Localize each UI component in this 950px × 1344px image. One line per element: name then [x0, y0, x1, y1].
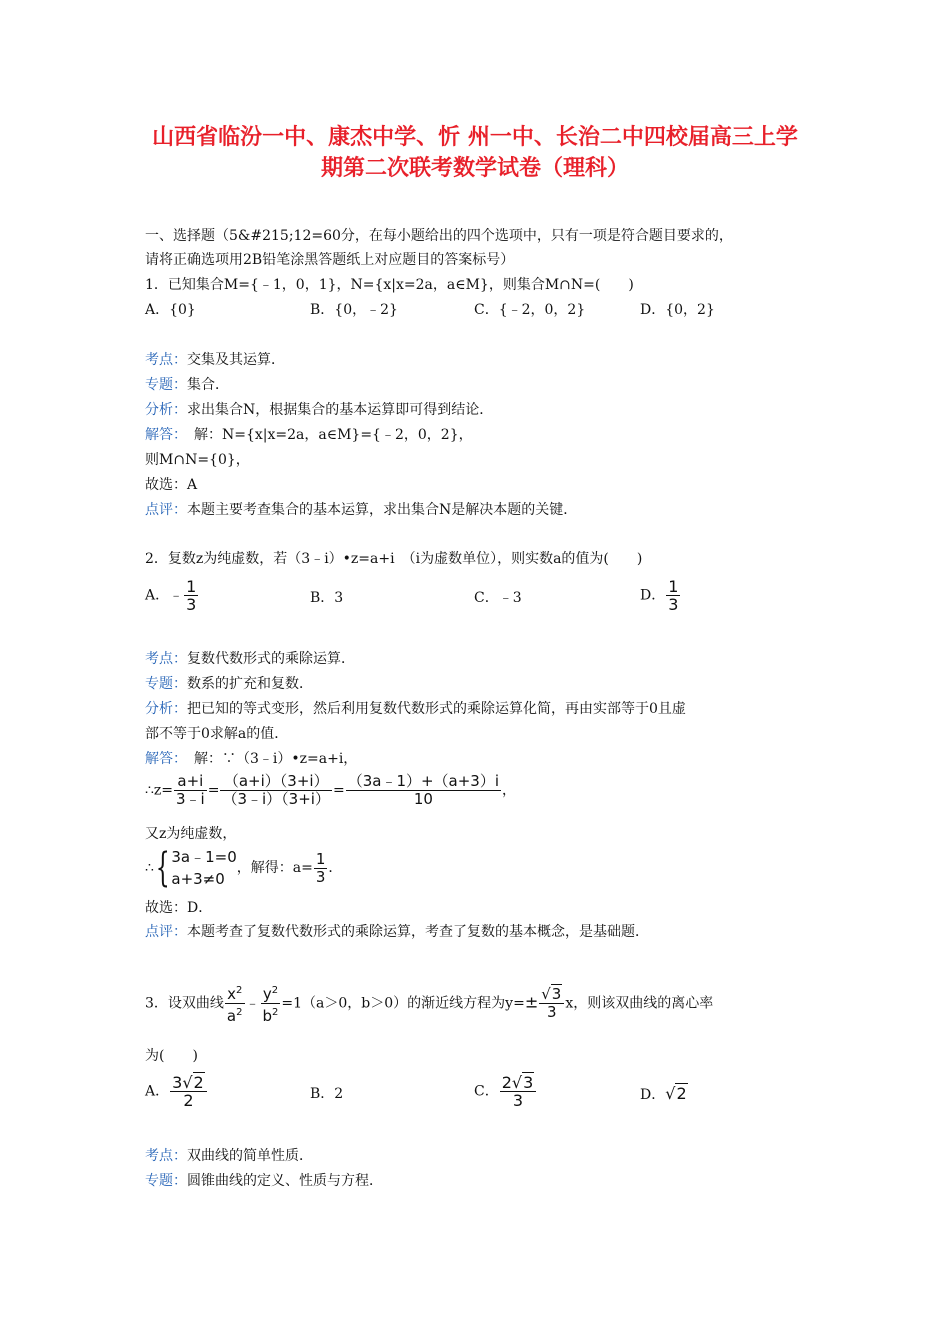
q1-option-b: B．{0，﹣2}: [310, 302, 398, 318]
minus-sign: ﹣: [245, 995, 260, 1012]
q3-option-a: [145, 1074, 208, 1109]
q1-stem: 1．已知集合M={﹣1，0，1}，N={x|x=2a，a∈M}，则集合M∩N=( ): [145, 277, 634, 293]
fraction-numerator: 1: [668, 577, 679, 596]
exponent: 2: [271, 985, 279, 996]
q1-jieda-line3: 故选：A: [145, 477, 198, 493]
therefore-sign: ∴: [145, 860, 154, 876]
fraction-denominator: 10: [413, 790, 433, 808]
fraction-numerator: [225, 982, 245, 1004]
fraction-denominator: 3: [186, 595, 197, 614]
label-zhuanti: 专题：: [145, 676, 187, 692]
q1-fenxi-text: 求出集合N，根据集合的基本运算即可得到结论．: [187, 402, 494, 418]
q3-fraction-sqrt3-3: [539, 986, 564, 1021]
q3-prefix: 3．设双曲线: [145, 995, 224, 1012]
fraction-denominator: 3: [668, 595, 679, 614]
q2-fenxi: [145, 699, 686, 719]
q2-option-d-fraction: [666, 578, 680, 613]
q2-jieda-text: 解：∵（3﹣i）•z=a+i，: [180, 751, 358, 767]
q2-option-a: [145, 578, 199, 613]
q2-solution-fraction: [314, 851, 328, 886]
q2-option-d: [640, 578, 681, 613]
q2-fraction-2: [220, 773, 332, 808]
q1-jieda: [145, 425, 473, 445]
section-header-line2: 请将正确选项用2B铅笔涂黑答题纸上对应题目的答案标号）: [145, 252, 515, 268]
section-header-line1: 一、选择题（5&#215;12=60分，在每小题给出的四个选项中，只有一项是符合题目要求的，: [145, 228, 733, 244]
q3-option-c-fraction: [500, 1074, 537, 1109]
fraction-denominator: 3: [512, 1091, 524, 1110]
q1-kaodian-text: 交集及其运算．: [187, 352, 285, 368]
q3-kaodian-text: 双曲线的简单性质．: [187, 1148, 313, 1164]
q3-option-b: B．2: [310, 1086, 344, 1102]
q1-jieda-text: 解：N={x|x=2a，a∈M}={﹣2，0，2}，: [180, 427, 473, 443]
plus-minus-sign: ±: [524, 992, 539, 1012]
q2-option-a-fraction: [184, 578, 198, 613]
q3-suffix: x，则该双曲线的离心率: [565, 995, 714, 1012]
fraction-denominator: [261, 1004, 281, 1025]
q3-option-a-label: A．: [145, 1083, 170, 1100]
document-title-line2: 期第二次联考数学试卷（理科）: [320, 155, 629, 181]
q2-zhuanti-text: 数系的扩充和复数．: [187, 676, 313, 692]
q2-option-d-label: D．: [640, 587, 666, 604]
fraction-numerator: 1: [186, 577, 197, 596]
fraction-numerator: 2√3: [500, 1074, 537, 1092]
document-title-line1: 山西省临汾一中、康杰中学、忻 州一中、长治二中四校届高三上学: [152, 124, 798, 150]
q2-kaodian: [145, 649, 355, 669]
left-brace-icon: {: [155, 845, 170, 891]
q2-option-b: B．3: [310, 590, 344, 606]
q2-kaodian-text: 复数代数形式的乘除运算．: [187, 651, 355, 667]
q2-zhuanti: [145, 674, 313, 694]
comma: ，: [502, 782, 517, 799]
fraction-denominator: 3: [547, 1003, 557, 1021]
var-y: y: [262, 985, 272, 1003]
q1-zhuanti: [145, 375, 229, 395]
q3-kaodian: [145, 1146, 313, 1166]
q2-z-equation: [145, 773, 516, 808]
var-b: b: [262, 1007, 273, 1025]
q2-fraction-1: [174, 773, 207, 808]
exponent: 2: [236, 1007, 243, 1018]
q3-option-d-label: D．: [640, 1087, 666, 1103]
fraction-numerator: （3a﹣1）+（a+3）i: [347, 772, 500, 790]
q1-kaodian: [145, 350, 285, 370]
equals-sign: =: [207, 782, 220, 799]
q2-answer: 故选：D．: [145, 900, 213, 916]
label-zhuanti: 专题：: [145, 377, 187, 393]
var-x: x: [227, 985, 236, 1003]
q3-fraction-y2-b2: [261, 982, 281, 1025]
fraction-denominator: 3﹣i: [176, 790, 205, 808]
exponent: 2: [272, 1007, 279, 1018]
period: ．: [328, 860, 343, 876]
q1-dianping: [145, 500, 577, 520]
q1-option-a: A．{0}: [145, 302, 196, 318]
fraction-numerator: √3: [539, 986, 564, 1004]
radicand: 3: [551, 985, 562, 1003]
q1-option-d: D．{0，2}: [640, 302, 715, 318]
q2-pure-imaginary-line: 又z为纯虚数，: [145, 826, 237, 842]
q2-jieda: [145, 749, 357, 769]
q3-option-d-sqrt: √2: [665, 1084, 687, 1103]
label-fenxi: 分析：: [145, 701, 187, 717]
label-jieda: 解答：: [145, 427, 180, 443]
exponent: 2: [235, 985, 243, 996]
q1-dianping-text: 本题主要考查集合的基本运算，求出集合N是解决本题的关键．: [187, 502, 578, 518]
label-kaodian: 考点：: [145, 1148, 187, 1164]
coefficient: 2: [501, 1073, 512, 1092]
system-equation-2: a+3≠0: [171, 870, 225, 888]
q3-option-a-fraction: [170, 1074, 207, 1109]
label-zhuanti: 专题：: [145, 1173, 187, 1189]
q1-zhuanti-text: 集合．: [187, 377, 229, 393]
var-a: a: [226, 1007, 237, 1025]
q3-zhuanti: [145, 1171, 383, 1191]
q1-jieda-line2: 则M∩N={0}，: [145, 452, 250, 468]
label-kaodian: 考点：: [145, 352, 187, 368]
radicand: 3: [523, 1073, 534, 1092]
label-kaodian: 考点：: [145, 651, 187, 667]
fraction-numerator: 3√2: [170, 1074, 207, 1092]
q2-stem: 2．复数z为纯虚数，若（3﹣i）•z=a+i （i为虚数单位），则实数a的值为( ): [145, 551, 643, 567]
q3-option-c-label: C．: [474, 1083, 499, 1100]
q3-stem-line2: 为( ): [145, 1048, 198, 1064]
q2-fenxi-text: 把已知的等式变形，然后利用复数代数形式的乘除运算化简，再由实部等于0且虚: [187, 701, 686, 717]
coefficient: 3: [172, 1073, 183, 1092]
q2-dianping-text: 本题考查了复数代数形式的乘除运算，考查了复数的基本概念，是基础题．: [187, 924, 649, 940]
therefore-z: ∴z=: [145, 782, 174, 799]
radicand: 2: [676, 1084, 687, 1103]
label-dianping: 点评：: [145, 502, 187, 518]
label-jieda: 解答：: [145, 751, 180, 767]
fraction-numerator: [261, 982, 281, 1004]
q3-option-c: [474, 1074, 537, 1109]
q2-equation-system: [171, 846, 236, 890]
q3-zhuanti-text: 圆锥曲线的定义、性质与方程．: [187, 1173, 383, 1189]
fraction-denominator: 3: [315, 867, 326, 886]
fraction-denominator: （3﹣i）（3+i）: [222, 790, 330, 808]
system-equation-1: 3a﹣1=0: [171, 848, 237, 866]
q1-option-c: C．{﹣2，0，2}: [474, 302, 586, 318]
label-fenxi: 分析：: [145, 402, 187, 418]
q2-system: [145, 846, 342, 890]
q2-fraction-3: [346, 773, 501, 808]
q1-fenxi: [145, 400, 493, 420]
fraction-denominator: 2: [183, 1091, 194, 1110]
solve-text: ，解得：a=: [236, 860, 313, 876]
fraction-numerator: a+i: [174, 773, 207, 791]
q2-fenxi-line2: 部不等于0求解a的值．: [145, 726, 289, 742]
q2-option-a-label: A．﹣: [145, 587, 184, 604]
q3-stem: [145, 982, 713, 1025]
fraction-numerator: 1: [315, 849, 326, 868]
equals-sign: =: [332, 782, 345, 799]
fraction-numerator: （a+i）（3+i）: [220, 773, 332, 791]
q3-middle-text: =1（a＞0，b＞0）的渐近线方程为y=: [281, 995, 525, 1012]
q2-dianping: [145, 922, 649, 942]
fraction-denominator: [225, 1004, 245, 1025]
q3-option-d: [640, 1084, 688, 1105]
radicand: 2: [193, 1073, 204, 1092]
label-dianping: 点评：: [145, 924, 187, 940]
q2-option-c: C．﹣3: [474, 590, 522, 606]
q3-fraction-x2-a2: [225, 982, 245, 1025]
